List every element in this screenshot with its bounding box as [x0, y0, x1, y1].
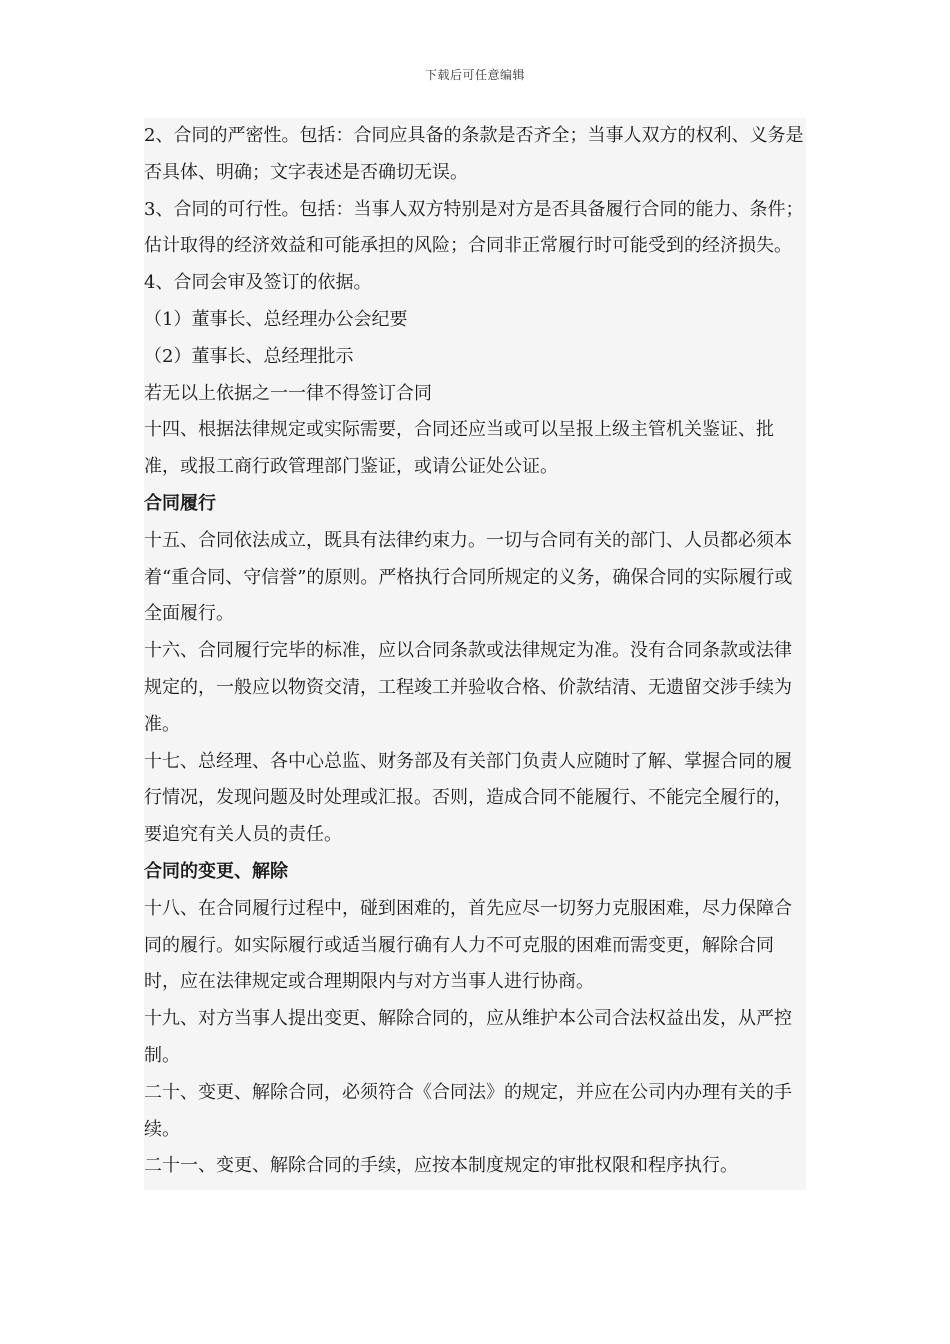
- paragraph-article-17: 十七、总经理、各中心总监、财务部及有关部门负责人应随时了解、掌握合同的履行情况，发现问题及时处理或汇报。否则，造成合同不能履行、不能完全履行的，要追究有关人员的责任。: [144, 750, 792, 846]
- paragraph-article-14: 十四、根据法律规定或实际需要，合同还应当或可以呈报上级主管机关鉴证、批准，或报工商行政管理部门鉴证，或请公证处公证。: [144, 419, 774, 478]
- section-heading-performance: 合同履行: [144, 492, 216, 514]
- paragraph-feasibility: 3、合同的可行性。包括：当事人双方特别是对方是否具备履行合同的能力、条件；估计取得的经济效益和可能承担的风险；合同非正常履行时可能受到的经济损失。: [144, 198, 804, 257]
- paragraph-article-16: 十六、合同履行完毕的标准，应以合同条款或法律规定为准。没有合同条款或法律规定的，一般应以物资交清，工程竣工并验收合格、价款结清、无遗留交涉手续为准。: [144, 640, 792, 735]
- paragraph-article-19: 十九、对方当事人提出变更、解除合同的，应从维护本公司合法权益出发，从严控制。: [144, 1008, 792, 1066]
- paragraph-article-20: 二十、变更、解除合同，必须符合《合同法》的规定，并应在公司内办理有关的手续。: [144, 1081, 792, 1140]
- document-body: [144, 118, 806, 1190]
- paragraph-article-21: 二十一、变更、解除合同的手续，应按本制度规定的审批权限和程序执行。: [144, 1155, 738, 1177]
- paragraph-basis-note: 若无以上依据之一一律不得签订合同: [144, 382, 432, 404]
- paragraph-basis-item-1: （1）董事长、总经理办公会纪要: [144, 308, 408, 330]
- paragraph-basis-item-2: （2）董事长、总经理批示: [144, 345, 354, 367]
- paragraph-rigor: 2、合同的严密性。包括：合同应具备的条款是否齐全；当事人双方的权利、义务是否具体、明确；文字表述是否确切无误。: [144, 125, 804, 183]
- page-header: 下载后可任意编辑: [424, 68, 525, 82]
- section-heading-change-termination: 合同的变更、解除: [144, 860, 288, 882]
- paragraph-review-basis: 4、合同会审及签订的依据。: [144, 272, 372, 294]
- paragraph-article-15: 十五、合同依法成立，既具有法律约束力。一切与合同有关的部门、人员都必须本着“重合同、守信誉”的原则。严格执行合同所规定的义务，确保合同的实际履行或全面履行。: [144, 529, 793, 625]
- paragraph-article-18: 十八、在合同履行过程中，碰到困难的，首先应尽一切努力克服困难，尽力保障合同的履行。如实际履行或适当履行确有人力不可克服的困难而需变更，解除合同时，应在法律规定或合理期限内与对方当事人进行协商。: [144, 897, 792, 993]
